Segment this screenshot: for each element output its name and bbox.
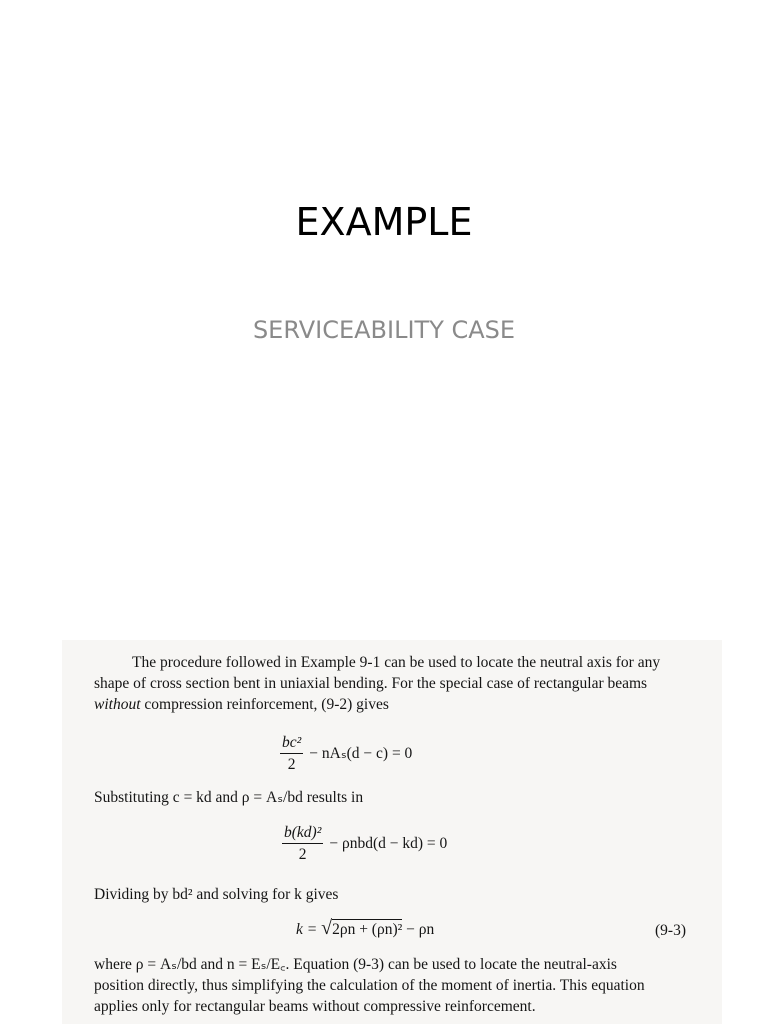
radical-sign: √ xyxy=(321,917,333,939)
conclusion-line-3: applies only for rectangular beams without compressive reinforcement. xyxy=(94,998,536,1015)
intro-italic-word: without xyxy=(94,696,141,713)
slide-subtitle: SERVICEABILITY CASE xyxy=(252,316,516,344)
equation-1-rest: − nAₛ(d − c) = 0 xyxy=(309,745,413,762)
equation-3-root xyxy=(321,918,402,940)
intro-line-3: compression reinforcement, (9-2) gives xyxy=(140,696,389,713)
intro-line-2: shape of cross section bent in uniaxial bending. For the special case of rectangular beams xyxy=(94,675,648,692)
equation-2-fraction xyxy=(282,822,323,865)
paragraph-substitution: Substituting c = kd and ρ = Aₛ/bd results in xyxy=(94,789,364,806)
scanned-textbook-excerpt xyxy=(62,640,722,1024)
equation-1-fraction xyxy=(280,732,303,775)
paragraph-dividing: Dividing by bd² and solving for k gives xyxy=(94,886,339,903)
equation-2-denominator: 2 xyxy=(298,846,307,863)
equation-3-lhs: k = xyxy=(296,921,322,938)
equation-2-numerator: b(kd)² xyxy=(282,822,323,844)
equation-1-numerator: bc² xyxy=(280,732,303,754)
equation-k xyxy=(296,918,434,940)
equation-substituted xyxy=(282,822,447,865)
intro-line-1: The procedure followed in Example 9-1 can be used to locate the neutral axis for any xyxy=(132,654,661,671)
equation-1-denominator: 2 xyxy=(287,756,296,773)
conclusion-line-1: where ρ = Aₛ/bd and n = Eₛ/E꜀. Equation (9-3) can be used to locate the neutral-axis xyxy=(94,956,617,973)
equation-neutral-axis xyxy=(280,732,412,775)
equation-2-rest: − ρnbd(d − kd) = 0 xyxy=(329,835,448,852)
equation-3-rhs: − ρn xyxy=(402,921,435,938)
paragraph-intro xyxy=(94,652,719,715)
conclusion-line-2: position directly, thus simplifying the calculation of the moment of inertia. This equation xyxy=(94,977,645,994)
paragraph-conclusion xyxy=(94,954,719,1017)
slide-title: EXAMPLE xyxy=(295,200,473,244)
equation-3-radicand: 2ρn + (ρn)² xyxy=(332,921,403,938)
equation-number: (9-3) xyxy=(655,922,686,939)
